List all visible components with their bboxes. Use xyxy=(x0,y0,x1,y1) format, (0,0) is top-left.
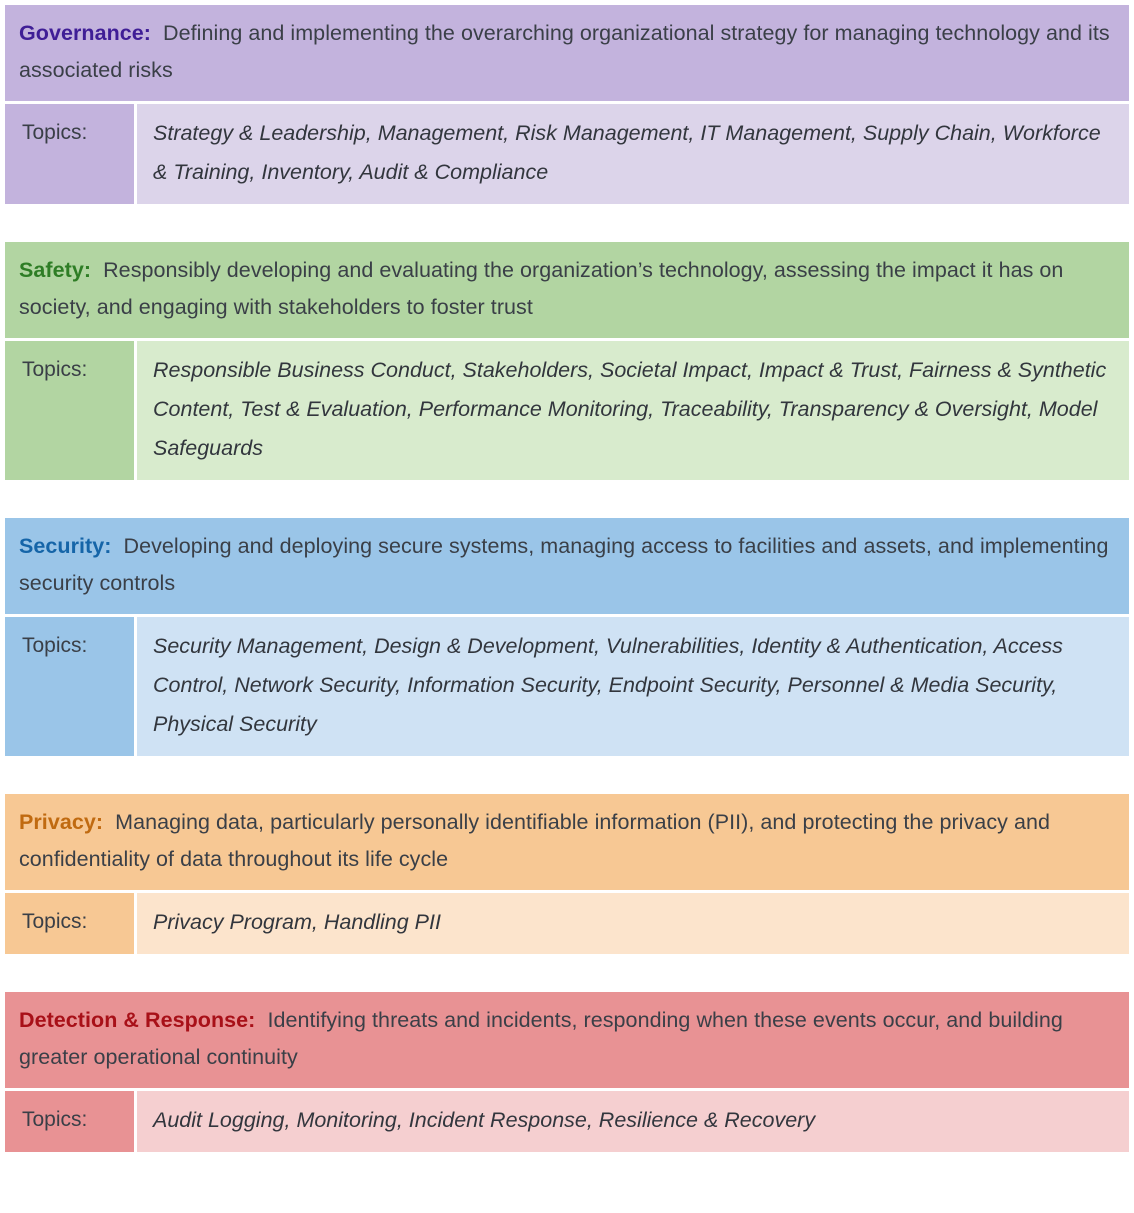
topics-label-privacy: Topics: xyxy=(5,893,134,954)
category-block-detection-and-response xyxy=(5,992,1129,1152)
topics-list-detection-and-response: Audit Logging, Monitoring, Incident Response, Resilience & Recovery xyxy=(137,1091,1129,1152)
topics-label-governance: Topics: xyxy=(5,104,134,204)
category-title-governance: Governance: xyxy=(19,21,158,45)
category-block-safety xyxy=(5,242,1129,480)
topics-list-governance: Strategy & Leadership, Management, Risk Management, IT Management, Supply Chain, Workforce & Training, Inventory, Audit & Compliance xyxy=(137,104,1129,204)
category-description-safety: Responsibly developing and evaluating the organization’s technology, assessing the impact it has on society, and engaging with stakeholders to foster trust xyxy=(19,258,1064,319)
topics-row-safety xyxy=(5,341,1129,480)
category-block-privacy xyxy=(5,794,1129,954)
topics-row-governance xyxy=(5,104,1129,204)
topics-row-security xyxy=(5,617,1129,756)
topics-list-safety: Responsible Business Conduct, Stakeholders, Societal Impact, Impact & Trust, Fairness & Synthetic Content, Test & Evaluation, Performance Monitoring, Traceability, Transparency & Oversight, Model Safeguards xyxy=(137,341,1129,480)
category-header-governance xyxy=(5,5,1129,101)
topics-list-privacy: Privacy Program, Handling PII xyxy=(137,893,1129,954)
category-title-privacy: Privacy: xyxy=(19,810,110,834)
category-header-safety xyxy=(5,242,1129,338)
category-block-governance xyxy=(5,5,1129,204)
topics-row-privacy xyxy=(5,893,1129,954)
category-header-privacy xyxy=(5,794,1129,890)
topics-list-security: Security Management, Design & Development, Vulnerabilities, Identity & Authentication, Access Control, Network Security, Information Security, Endpoint Security, Personnel & Media Security, Physical Security xyxy=(137,617,1129,756)
category-header-security xyxy=(5,518,1129,614)
category-taxonomy-board xyxy=(0,5,1134,1213)
category-header-detection-and-response xyxy=(5,992,1129,1088)
category-title-safety: Safety: xyxy=(19,258,98,282)
category-title-detection-and-response: Detection & Response: xyxy=(19,1008,262,1032)
category-title-security: Security: xyxy=(19,534,118,558)
category-block-security xyxy=(5,518,1129,756)
category-description-privacy: Managing data, particularly personally identifiable information (PII), and protecting the privacy and confidentiality of data throughout its life cycle xyxy=(19,810,1050,871)
topics-label-security: Topics: xyxy=(5,617,134,756)
topics-label-detection-and-response: Topics: xyxy=(5,1091,134,1152)
topics-label-safety: Topics: xyxy=(5,341,134,480)
category-description-security: Developing and deploying secure systems, managing access to facilities and assets, and implementing security controls xyxy=(19,534,1109,595)
category-description-governance: Defining and implementing the overarching organizational strategy for managing technology and its associated risks xyxy=(19,21,1110,82)
topics-row-detection-and-response xyxy=(5,1091,1129,1152)
category-description-detection-and-response: Identifying threats and incidents, responding when these events occur, and building greater operational continuity xyxy=(19,1008,1063,1069)
